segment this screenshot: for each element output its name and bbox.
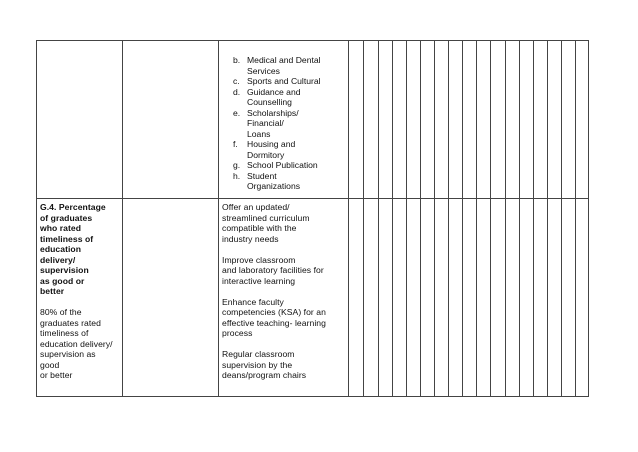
column-border [505,40,506,397]
strategy-item: Regular classroom supervision by the deans/program chairs [222,349,307,380]
list-item [233,160,345,171]
column-border [348,40,349,397]
column-border [490,40,491,397]
column-border [406,40,407,397]
strategies-cell [222,202,347,391]
strategy-item: Offer an updated/ streamlined curriculum compatible with the industry needs [222,202,310,244]
list-text: Scholarships/ Financial/ Loans [247,107,299,139]
column-border [476,40,477,397]
list-text: Housing and Dormitory [247,139,296,160]
column-border [561,40,562,397]
indicator-target: 80% of the graduates rated timeliness of education delivery/ supervision as good or better [40,307,113,380]
table-border-bottom [36,396,589,397]
list-marker: g. [233,160,241,170]
list-item [233,171,345,192]
column-border [434,40,435,397]
list-text: Sports and Cultural [247,76,321,86]
list-marker: c. [233,76,240,86]
list-item [233,55,345,76]
list-marker: f. [233,139,238,149]
column-border [533,40,534,397]
list-item [233,76,345,87]
list-text: Student Organizations [247,170,301,191]
row-divider [36,198,589,199]
list-text: Medical and Dental Services [247,55,321,76]
column-border [519,40,520,397]
list-marker: d. [233,86,241,97]
strategy-item: Improve classroom and laboratory facilities for interactive learning [222,254,324,286]
list-text: School Publication [247,160,318,170]
column-border [575,40,576,397]
column-border [462,40,463,397]
column-border [36,40,37,397]
list-marker: e. [233,107,241,118]
list-marker: b. [233,55,241,65]
list-item [233,108,345,140]
column-border [392,40,393,397]
strategy-item: Enhance faculty competencies (KSA) for an effective teaching- learning process [222,296,326,338]
list-item [233,139,345,160]
column-border [547,40,548,397]
list-item [233,87,345,108]
column-border [378,40,379,397]
column-border [588,40,589,397]
column-border [420,40,421,397]
column-border [122,40,123,397]
support-services-list [233,55,345,192]
column-border [363,40,364,397]
table-border-top [36,40,589,41]
list-text: Guidance and Counselling [247,86,301,107]
list-marker: h. [233,170,241,181]
column-border [218,40,219,397]
column-border [448,40,449,397]
indicator-title: G.4. Percentage of graduates who rated timeliness of education delivery/ supervision as good or better [40,202,106,296]
